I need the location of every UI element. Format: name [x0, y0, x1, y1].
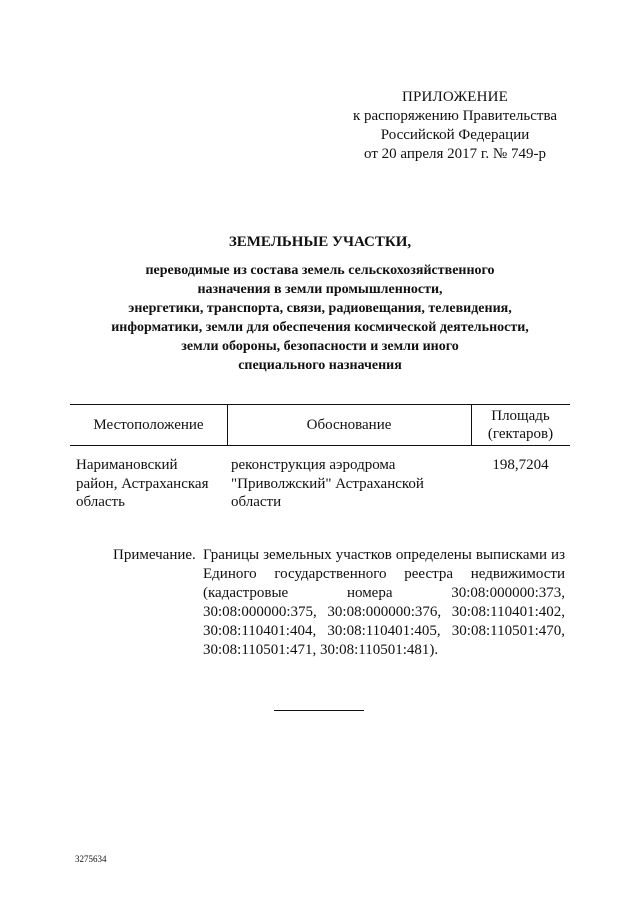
cell-area: 198,7204	[492, 457, 549, 473]
cell-line: "Приволжский" Астраханской	[231, 475, 424, 492]
appendix-line: Российской Федерации	[380, 127, 530, 143]
heading-line: информатики, земли для обеспечения космической деятельности,	[111, 320, 529, 335]
land-plots-table	[70, 404, 570, 526]
appendix-line: к распоряжению Правительства	[352, 108, 557, 124]
appendix-title: ПРИЛОЖЕНИЕ	[401, 89, 509, 105]
header-area-unit: (гектаров)	[487, 426, 554, 442]
document-heading	[60, 233, 580, 375]
header-area-line: Площадь	[491, 408, 550, 424]
heading-line: энергетики, транспорта, связи, радиовещания, телевидения,	[128, 301, 512, 316]
table-header	[70, 405, 570, 445]
cell-line: реконструкция аэродрома	[231, 457, 396, 473]
heading-line: назначения в земли промышленности,	[197, 282, 443, 297]
table-header-rule	[70, 445, 570, 446]
table-row	[70, 456, 570, 526]
cell-line: область	[76, 494, 125, 510]
heading-line: специального назначения	[238, 358, 402, 373]
header-divider	[227, 405, 228, 445]
heading-line: переводимые из состава земель сельскохозяйственного	[145, 263, 495, 278]
header-basis: Обоснование	[306, 417, 392, 433]
end-divider	[274, 710, 364, 711]
cell-location	[76, 456, 226, 512]
cell-line: Наримановский	[76, 457, 178, 473]
heading-line: земли обороны, безопасности и земли иного	[181, 339, 459, 354]
appendix-block	[330, 88, 580, 164]
appendix-date-number: от 20 апреля 2017 г. № 749-р	[364, 146, 546, 162]
header-divider	[471, 405, 472, 445]
heading-title: ЗЕМЕЛЬНЫЕ УЧАСТКИ,	[228, 234, 412, 250]
cell-basis	[231, 456, 461, 512]
cell-line: области	[231, 494, 282, 510]
header-area	[471, 405, 570, 445]
header-location: Местоположение	[93, 417, 204, 433]
note-label: Примечание.	[113, 547, 196, 563]
cell-line: район, Астраханская	[76, 475, 209, 492]
note-text: Границы земельных участков определены выписками из Единого государственного реестра недвижимости (кадастровые номера 30:08:000000:373, 30:08:000000:375, 30:08:000000:376, 30:08:110401:402, 30:08:110401:404, 30:08:110401:405, 30:08:110501:470, 30:08:110501:471, 30:08:110501:481).	[203, 547, 565, 658]
document-code: 3275634	[75, 854, 107, 864]
